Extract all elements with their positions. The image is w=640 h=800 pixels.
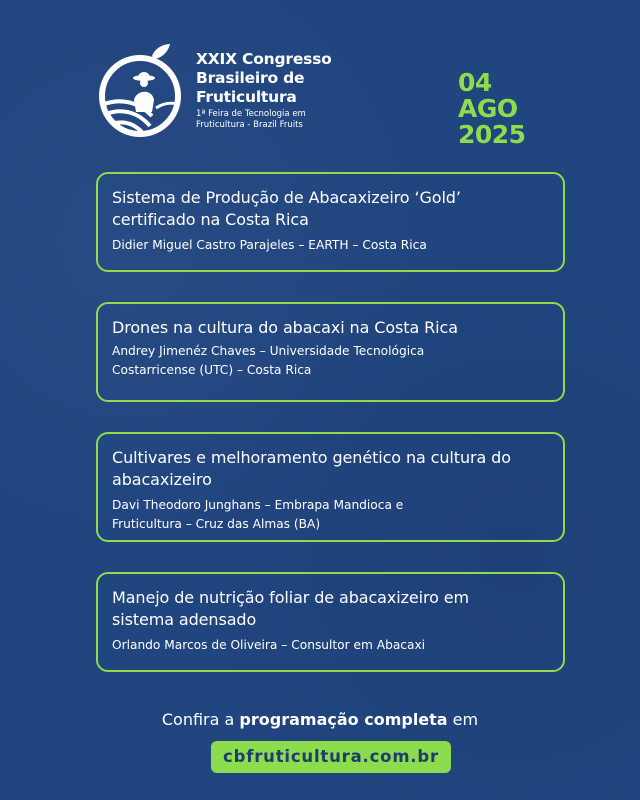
talk-card-4	[96, 572, 565, 672]
website-link[interactable]: cbfruticultura.com.br	[211, 741, 451, 773]
talk-card-1	[96, 172, 565, 272]
title-line: Brasileiro de	[196, 69, 305, 87]
talk-speaker-line: Costarricense (UTC) – Costa Rica	[112, 363, 312, 377]
talk-title-line: Drones na cultura do abacaxi na Costa Rica	[112, 318, 458, 337]
title-line: XXIX Congresso	[196, 50, 332, 68]
talk-title-line: certificado na Costa Rica	[112, 210, 309, 229]
callout-prefix: Confira a	[161, 710, 240, 729]
talk-speaker-line: Davi Theodoro Junghans – Embrapa Mandioca e	[112, 498, 404, 512]
congress-subtitle	[196, 109, 396, 131]
congress-title	[196, 50, 396, 131]
talk-speaker-line: Orlando Marcos de Oliveira – Consultor em Abacaxi	[112, 638, 426, 652]
congress-logo-icon	[96, 42, 190, 142]
date-year: 2025	[458, 120, 526, 149]
talk-speaker-line: Didier Miguel Castro Parajeles – EARTH – Costa Rica	[112, 238, 427, 252]
subtitle-line: 1ª Feira de Tecnologia em	[196, 109, 306, 119]
talk-title-line: abacaxizeiro	[112, 470, 212, 489]
talk-title-line: Sistema de Produção de Abacaxizeiro ‘Gold’	[112, 188, 461, 207]
talk-speaker-line: Andrey Jimenéz Chaves – Universidade Tecnológica	[112, 344, 425, 358]
talk-title-line: sistema adensado	[112, 610, 257, 629]
title-line: Fruticultura	[196, 88, 297, 106]
date-day-month: 04 AGO	[458, 68, 518, 123]
header	[0, 0, 640, 160]
callout-bold: programação completa	[239, 710, 448, 729]
talk-card-3	[96, 432, 565, 542]
talk-speaker-line: Fruticultura – Cruz das Almas (BA)	[112, 517, 321, 531]
program-callout	[0, 710, 640, 729]
talk-title-line: Manejo de nutrição foliar de abacaxizeiro em	[112, 588, 470, 607]
event-date	[458, 70, 558, 148]
talk-title-line: Cultivares e melhoramento genético na cultura do	[112, 448, 511, 467]
callout-suffix: em	[447, 710, 479, 729]
talk-card-2	[96, 302, 565, 402]
subtitle-line: Fruticultura - Brazil Fruits	[196, 120, 303, 130]
